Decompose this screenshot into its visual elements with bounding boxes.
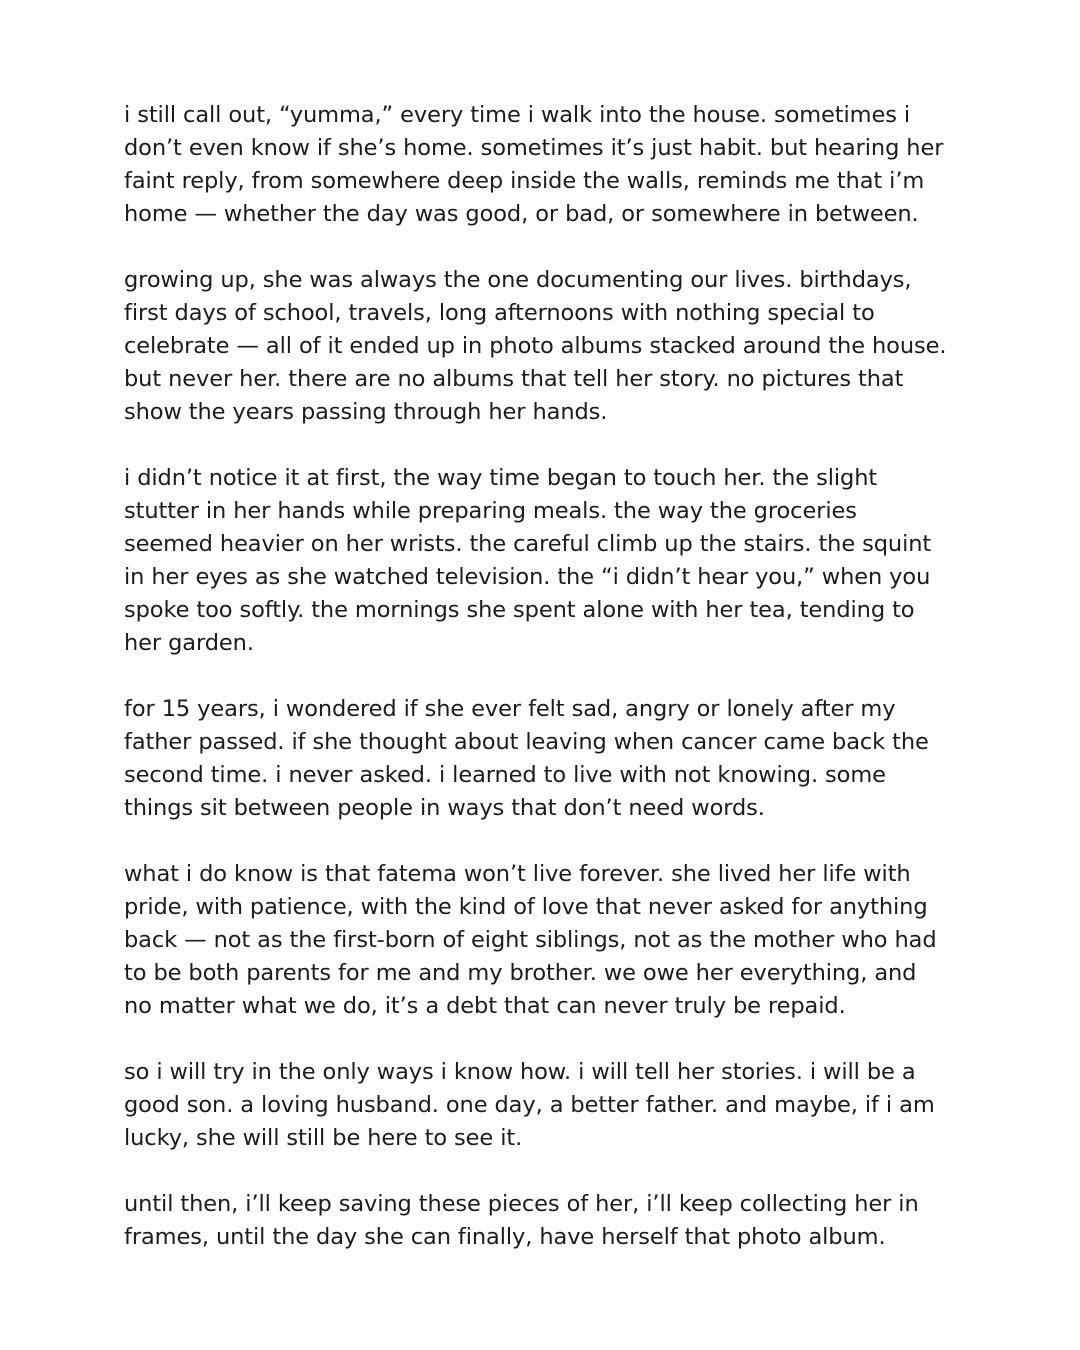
text-line: celebrate — all of it ended up in photo albums stacked around the house.: [124, 333, 947, 359]
text-line: things sit between people in ways that don’t need words.: [124, 795, 765, 821]
text-line: don’t even know if she’s home. sometimes it’s just habit. but hearing her: [124, 135, 944, 161]
text-line: faint reply, from somewhere deep inside the walls, reminds me that i’m: [124, 168, 925, 194]
paragraph: [124, 693, 964, 825]
text-line: stutter in her hands while preparing meals. the way the groceries: [124, 498, 857, 524]
text-line: her garden.: [124, 630, 254, 656]
text-line: pride, with patience, with the kind of love that never asked for anything: [124, 894, 928, 920]
paragraph: [124, 858, 964, 1023]
text-line: no matter what we do, it’s a debt that can never truly be repaid.: [124, 993, 846, 1019]
essay-text: [124, 99, 964, 1254]
text-line: father passed. if she thought about leaving when cancer came back the: [124, 729, 929, 755]
text-line: in her eyes as she watched television. the “i didn’t hear you,” when you: [124, 564, 931, 590]
text-line: i still call out, “yumma,” every time i walk into the house. sometimes i: [124, 102, 911, 128]
paragraph: [124, 1188, 964, 1254]
text-line: frames, until the day she can finally, have herself that photo album.: [124, 1224, 886, 1250]
paragraph: [124, 1056, 964, 1155]
text-line: show the years passing through her hands.: [124, 399, 608, 425]
text-line: i didn’t notice it at first, the way time began to touch her. the slight: [124, 465, 878, 491]
paragraph: [124, 462, 964, 660]
text-line: first days of school, travels, long afternoons with nothing special to: [124, 300, 875, 326]
paragraph: [124, 264, 964, 429]
text-line: growing up, she was always the one documenting our lives. birthdays,: [124, 267, 912, 293]
text-line: spoke too softly. the mornings she spent alone with her tea, tending to: [124, 597, 915, 623]
text-line: lucky, she will still be here to see it.: [124, 1125, 523, 1151]
text-line: what i do know is that fatema won’t live forever. she lived her life with: [124, 861, 911, 887]
text-line: so i will try in the only ways i know how. i will tell her stories. i will be a: [124, 1059, 916, 1085]
text-line: until then, i’ll keep saving these pieces of her, i’ll keep collecting her in: [124, 1191, 919, 1217]
text-line: but never her. there are no albums that tell her story. no pictures that: [124, 366, 904, 392]
text-line: back — not as the first-born of eight siblings, not as the mother who had: [124, 927, 937, 953]
text-line: home — whether the day was good, or bad, or somewhere in between.: [124, 201, 919, 227]
text-line: second time. i never asked. i learned to live with not knowing. some: [124, 762, 886, 788]
text-line: good son. a loving husband. one day, a better father. and maybe, if i am: [124, 1092, 935, 1118]
paragraph: [124, 99, 964, 231]
text-line: seemed heavier on her wrists. the careful climb up the stairs. the squint: [124, 531, 932, 557]
text-line: to be both parents for me and my brother. we owe her everything, and: [124, 960, 917, 986]
text-line: for 15 years, i wondered if she ever felt sad, angry or lonely after my: [124, 696, 896, 722]
